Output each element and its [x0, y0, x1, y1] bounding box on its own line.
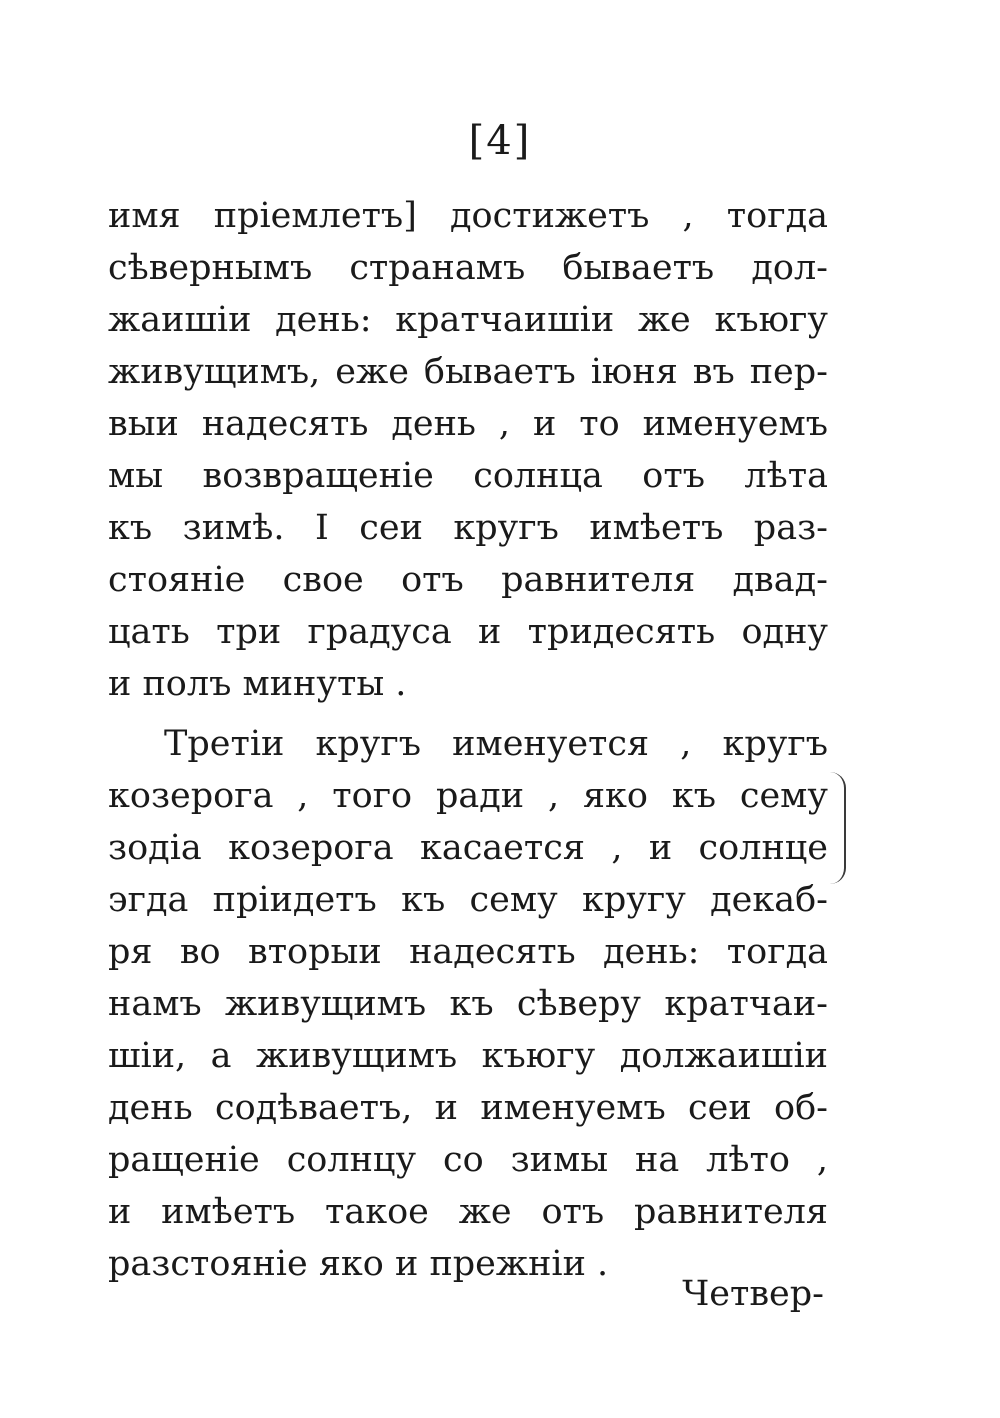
text-line: намъ живущимъ къ сѣверу кратчаи-	[108, 984, 828, 1024]
text-line: козерога , того ради , яко къ сему	[108, 776, 828, 816]
text-line: сѣвернымъ странамъ бываетъ дол-	[108, 248, 828, 288]
text-line: живущимъ, еже бываетъ іюня въ пер-	[108, 352, 828, 392]
text-line: выи надесять день , и то именуемъ	[108, 404, 828, 444]
text-line: шіи, а живущимъ къюгу должаишіи	[108, 1036, 828, 1076]
text-line: ря во вторыи надесять день: тогда	[108, 932, 828, 972]
text-block	[108, 190, 828, 1290]
text-line: имя пріемлетъ] достижетъ , тогда	[108, 196, 828, 236]
text-line: день содѣваетъ, и именуемъ сеи об-	[108, 1088, 828, 1128]
text-line: стояніе свое отъ равнителя двад-	[108, 560, 828, 600]
text-line: мы возвращеніе солнца отъ лѣта	[108, 456, 828, 496]
text-line: зодіа козерога касается , и солнце	[108, 828, 828, 868]
text-line: къ зимѣ. І сеи кругъ имѣетъ раз-	[108, 508, 828, 548]
text-line: жаишіи день: кратчаишіи же къюгу	[108, 300, 828, 340]
paragraph-1	[108, 190, 828, 710]
text-line: цать три градуса и тридесять одну	[108, 612, 828, 652]
text-line: эгда пріидетъ къ сему кругу декаб-	[108, 880, 828, 920]
page-number: [4]	[468, 118, 532, 164]
text-line: и имѣетъ такое же отъ равнителя	[108, 1192, 828, 1232]
text-line: ращеніе солнцу со зимы на лѣто ,	[108, 1140, 828, 1180]
text-line: разстояніе яко и прежніи .	[108, 1244, 609, 1284]
paragraph-2	[108, 718, 828, 1290]
margin-bracket-mark	[830, 772, 846, 884]
text-line: Третіи кругъ именуется , кругъ	[164, 724, 828, 764]
catchword: Четвер-	[682, 1274, 824, 1314]
text-line: и полъ минуты .	[108, 664, 407, 704]
paragraph-gap	[108, 710, 828, 718]
